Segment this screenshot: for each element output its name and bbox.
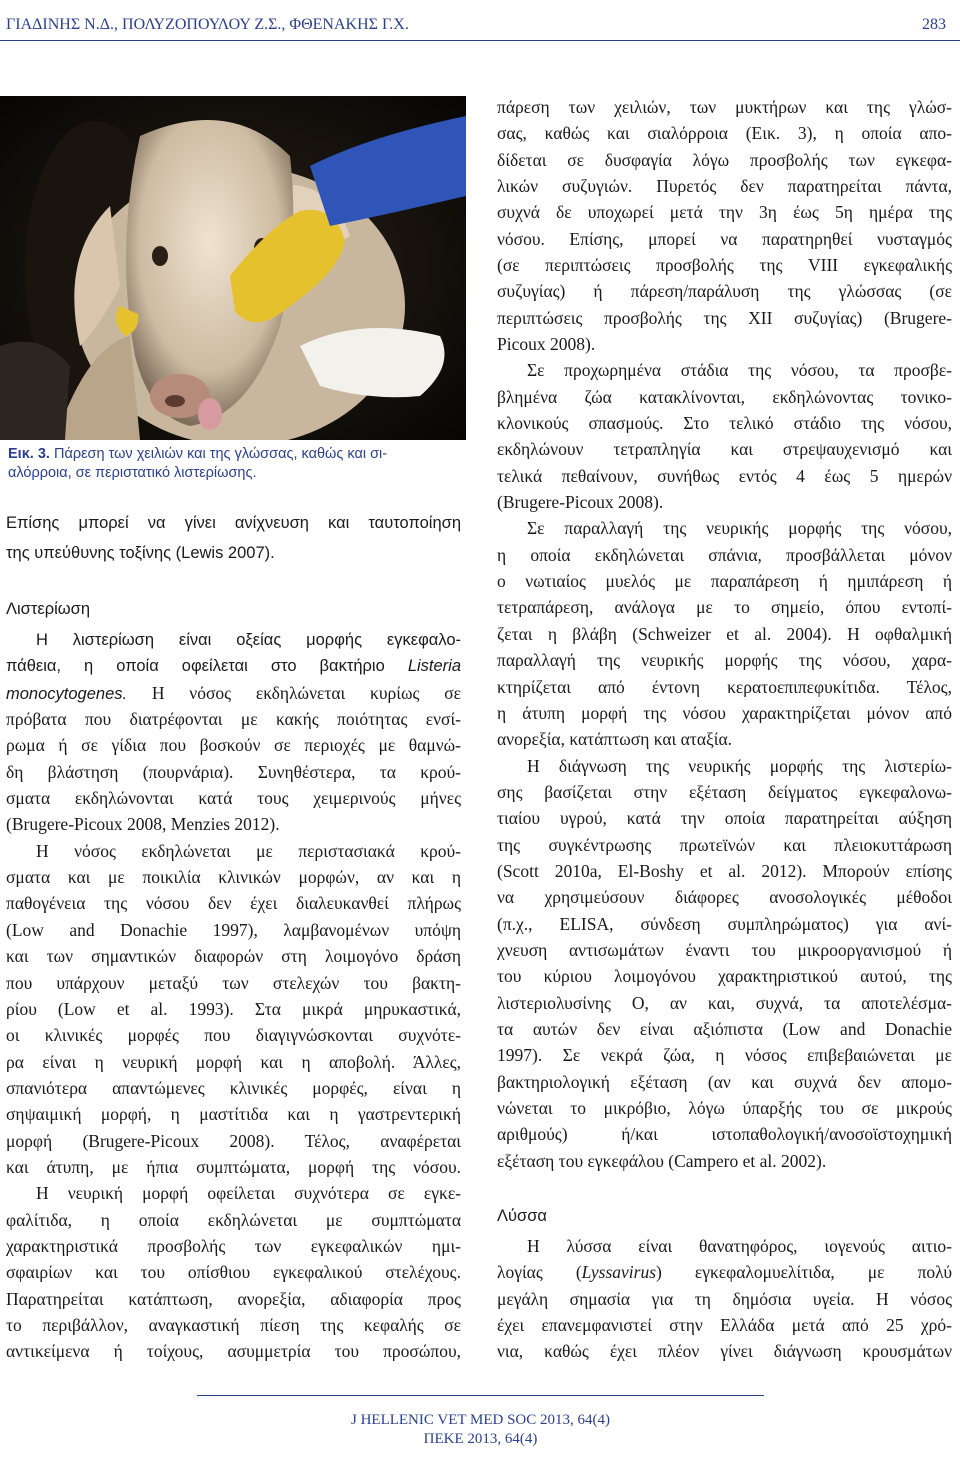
- text-line: τετραπάρεση, ανάλογα με το σημείο, όπου εντοπί-: [497, 597, 952, 617]
- text-line: μορφή (Brugere-Picoux 2008). Τέλος, αναφέρεται: [6, 1131, 461, 1151]
- text-line: πάρεση των χειλιών, των μυκτήρων και της γλώσ-: [497, 97, 952, 117]
- header-rule: [0, 40, 960, 41]
- figure-caption-line1: Πάρεση των χειλιών και της γλώσσας, καθώς και σι-: [49, 446, 388, 462]
- text-line: έχει επανεμφανιστεί στην Ελλάδα μετά από 25 χρό-: [497, 1315, 952, 1335]
- text-line: η οποία εκδηλώνεται σπάνια, προσβάλλεται μόνον: [497, 545, 952, 565]
- running-head: [6, 10, 946, 40]
- text-line-fragment: Η νόσος εκδηλώνεται κυρίως σε: [127, 683, 461, 703]
- text-line: δίδεται σε δυσφαγία λόγω προσβολής των εγκεφα-: [497, 150, 952, 170]
- text-line: ρίου (Low et al. 1993). Στα μικρά μηρυκαστικά,: [6, 999, 461, 1019]
- text-line: η άτυπη μορφή της νόσου χαρακτηρίζεται μόνον από: [497, 703, 952, 723]
- page-number: 283: [922, 16, 946, 33]
- text-line: Η νόσος εκδηλώνεται με περιστασιακά κρού-: [36, 841, 461, 861]
- text-line: ρα είναι η νευρική μορφή και η αποβολή. Άλλες,: [6, 1052, 461, 1072]
- text-line: νώνεται το μικρόβιο, λόγω ύπαρξής του σε μικρούς: [497, 1098, 952, 1118]
- text-line: βλημένα ζώα κατακλίνονται, εκδηλώνοντας τονικο-: [497, 387, 952, 407]
- section-heading-listeriosis: Λιστερίωση: [6, 600, 91, 618]
- text-line: περιπτώσεις προσβολής της ΧΙΙ συζυγίας) (Brugere-: [497, 308, 952, 328]
- figure-caption: [8, 445, 464, 483]
- text-line: παθογένεια της νόσου δεν έχει διαλευκανθεί πλήρως: [6, 893, 461, 913]
- text-line: το περιβάλλον, αναγκαστική πίεση της κεφαλής σε: [6, 1315, 461, 1335]
- figure-caption-line2: αλόρροια, σε περιστατικό λιστερίωσης.: [8, 465, 257, 481]
- text-line: νόσου. Επίσης, μπορεί να παρατηρηθεί νυσταγμός: [497, 229, 952, 249]
- figure-label: Εικ. 3.: [8, 446, 50, 462]
- text-line: 1997). Σε νεκρά ζώα, η νόσος επιβεβαιώνεται με: [497, 1045, 952, 1065]
- text-line: (Brugere-Picoux 2008).: [497, 492, 664, 512]
- text-line: (Brugere-Picoux 2008, Menzies 2012).: [6, 814, 280, 834]
- figure-sheep-photo: [0, 96, 466, 440]
- journal-citation-english: J HELLENIC VET MED SOC 2013, 64(4): [350, 1412, 611, 1428]
- text-line: σας, καθώς και σιαλόρροια (Εικ. 3), η οποία απο-: [497, 123, 952, 143]
- text-line: (Scott 2010a, El-Boshy et al. 2012). Μπορούν επίσης: [497, 861, 952, 881]
- text-line: σφαιρίων και του οπίσθιου εγκεφαλικού στελέχους.: [6, 1262, 461, 1282]
- text-line: χαρακτηριστικά προσβολής των εγκεφαλικών ημι-: [6, 1236, 461, 1256]
- text-line: φαλίτιδα, η οποία εκδηλώνεται με συμπτώματα: [6, 1210, 461, 1230]
- text-line: σπανιότερα απαντώμενες κλινικές μορφές, είναι η: [6, 1078, 461, 1098]
- text-line: (Low and Donachie 1997), λαμβανομένων υπόψη: [6, 920, 461, 940]
- text-line: Παρατηρείται κατάπτωση, ανορεξία, αδιαφορία προς: [6, 1289, 461, 1309]
- text-line: ανορεξία, κατάπτωση και αταξία.: [497, 729, 733, 749]
- text-line: Επίσης μπορεί να γίνει ανίχνευση και ταυτοποίηση: [6, 514, 461, 532]
- text-line: εξέταση του εγκεφάλου (Campero et al. 2002).: [497, 1151, 827, 1171]
- text-line-fragment: ) εγκεφαλομυελίτιδα, με πολύ: [656, 1262, 952, 1282]
- text-line: νια, καθώς έχει πλέον γίνει διάγνωση κρουσμάτων: [497, 1341, 952, 1361]
- text-line: τα αυτών δεν είναι αξιόπιστα (Low and Donachie: [497, 1019, 952, 1039]
- text-line: μεγάλη σημασία για τη δημόσια υγεία. Η νόσος: [497, 1289, 952, 1309]
- text-line-fragment: λογίας (: [497, 1262, 582, 1282]
- text-line: σματα εκδηλώνονται κατά τους χειμερινούς μήνες: [6, 788, 461, 808]
- text-line: που υπάρχουν μεταξύ των στελεχών του βακτη-: [6, 973, 461, 993]
- text-line: εκδηλώνουν τετραπληγία και στρεψαυχενισμό και: [497, 439, 952, 459]
- text-line: δη βλάστηση (πουρνάρια). Συνηθέστερα, τα κρού-: [6, 762, 461, 782]
- text-line: ρωμα ή σε γίδια που βοσκούν σε περιοχές με θαμνώ-: [6, 735, 461, 755]
- journal-footer: [197, 1395, 764, 1460]
- species-name: monocytogenes.: [6, 685, 128, 703]
- text-line-fragment: πάθεια, η οποία οφείλεται στο βακτήριο: [6, 657, 385, 675]
- text-line: Η λιστερίωση είναι οξείας μορφής εγκεφαλο-: [36, 631, 461, 649]
- text-line: σηψαιμική μορφή, η μαστίτιδα και η γαστρεντερική: [6, 1104, 461, 1124]
- text-line: λιστεριολυσίνης Ο, αν και, συχνά, τα αποτελέσμα-: [497, 993, 952, 1013]
- text-line-with-species: [6, 680, 461, 706]
- text-line: τελικά πεθαίνουν, συνήθως εντός 4 έως 5 ημερών: [497, 466, 952, 486]
- text-line: συζυγίας) ή πάρεση/παράλυση της γλώσσας (σε: [497, 281, 952, 301]
- text-line: κλονικούς σπασμούς. Στο τελικό στάδιο της νόσου,: [497, 413, 952, 433]
- text-line: πρόβατα που διατρέφονται με κακής ποιότητας ενσί-: [6, 709, 461, 729]
- text-line: οι κλινικές μορφές που διαγιγνώσκονται συχνότε-: [6, 1025, 461, 1045]
- text-line: αντικείμενα ή τοίχους, ασυμμετρία του προσώπου,: [6, 1341, 461, 1361]
- text-line: σματα και με ποικιλία κλινικών μορφών, αν και η: [6, 867, 461, 887]
- text-line: Σε προχωρημένα στάδια της νόσου, τα προσβε-: [527, 360, 952, 380]
- text-line: Η λύσσα είναι θανατηφόρος, ιογενούς αιτιο-: [527, 1236, 952, 1256]
- text-line: Σε παραλλαγή της νευρικής μορφής της νόσου,: [527, 518, 952, 538]
- text-line: παραλλαγή της νευρικής μορφής της νόσου, χαρα-: [497, 650, 952, 670]
- text-line: ζεται η βλάβη (Schweizer et al. 2004). Η οφθαλμική: [497, 624, 952, 644]
- text-line: βακτηριολογική εξέταση (αν και συχνά δεν απομο-: [497, 1072, 952, 1092]
- text-line: και των σημαντικών διαφορών στη λοιμογόνο δράση: [6, 946, 461, 966]
- text-line: σης βασίζεται στην εξέταση δείγματος εγκεφαλονω-: [497, 782, 952, 802]
- section-heading-rabies: Λύσσα: [497, 1207, 547, 1225]
- text-line: τιαίου υγρού, κατά την οποία παρατηρείται αύξηση: [497, 808, 952, 828]
- text-line-with-genus: [6, 653, 461, 679]
- sheep-photo-image: [0, 96, 466, 440]
- text-line: να χρησιμεύσουν διάφορες ανοσολογικές μέθοδοι: [497, 887, 952, 907]
- text-line-with-genus: [497, 1259, 952, 1285]
- text-line: Η διάγνωση της νευρικής μορφής της λιστερίω-: [527, 756, 952, 776]
- genus-name-lyssavirus: Lyssavirus: [581, 1262, 657, 1282]
- text-line: Picoux 2008).: [497, 334, 596, 354]
- running-head-authors: ΓΙΑΔΙΝΗΣ Ν.Δ., ΠΟΛΥΖΟΠΟΥΛΟΥ Ζ.Σ., ΦΘΕΝΑΚΗΣ Γ.Χ.: [6, 16, 409, 33]
- text-line: της υπεύθυνης τοξίνης (Lewis 2007).: [6, 544, 275, 562]
- text-line: (σε περιπτώσεις προσβολής της VIII εγκεφαλικής: [497, 255, 952, 275]
- journal-citation-greek: ΠΕΚΕ 2013, 64(4): [423, 1431, 538, 1447]
- genus-name-listeria: Listeria: [407, 657, 462, 675]
- text-line: κτηρίζεται από έντονη κερατοεπιπεφυκίτιδα. Τέλος,: [497, 677, 952, 697]
- text-line: ο νωτιαίος μυελός με παραπάρεση ή ημιπάρεση ή: [497, 571, 952, 591]
- text-line: της συγκέντρωσης πρωτεϊνών και πλειοκυττάρωση: [497, 835, 952, 855]
- text-line: συχνά δε υποχωρεί μετά την 3η έως 5η ημέρα της: [497, 202, 952, 222]
- text-line: αριθμούς) ή/και ιστοπαθολογική/ανοσοϊστοχημική: [497, 1124, 952, 1144]
- text-line: (π.χ., ELISA, σύνδεση συμπληρώματος) για ανί-: [497, 914, 952, 934]
- text-line: λικών συζυγιών. Πυρετός δεν παρατηρείται πάντα,: [497, 176, 952, 196]
- text-line: χνευση αντισωμάτων έναντι του μικροοργανισμού ή: [497, 940, 952, 960]
- text-line: και άτυπη, με ήπια συμπτώματα, μορφή της νόσου.: [6, 1157, 461, 1177]
- text-line: του κύριου λοιμογόνου χαρακτηριστικού αυτού, της: [497, 966, 952, 986]
- text-line: Η νευρική μορφή οφείλεται συχνότερα σε εγκε-: [36, 1183, 461, 1203]
